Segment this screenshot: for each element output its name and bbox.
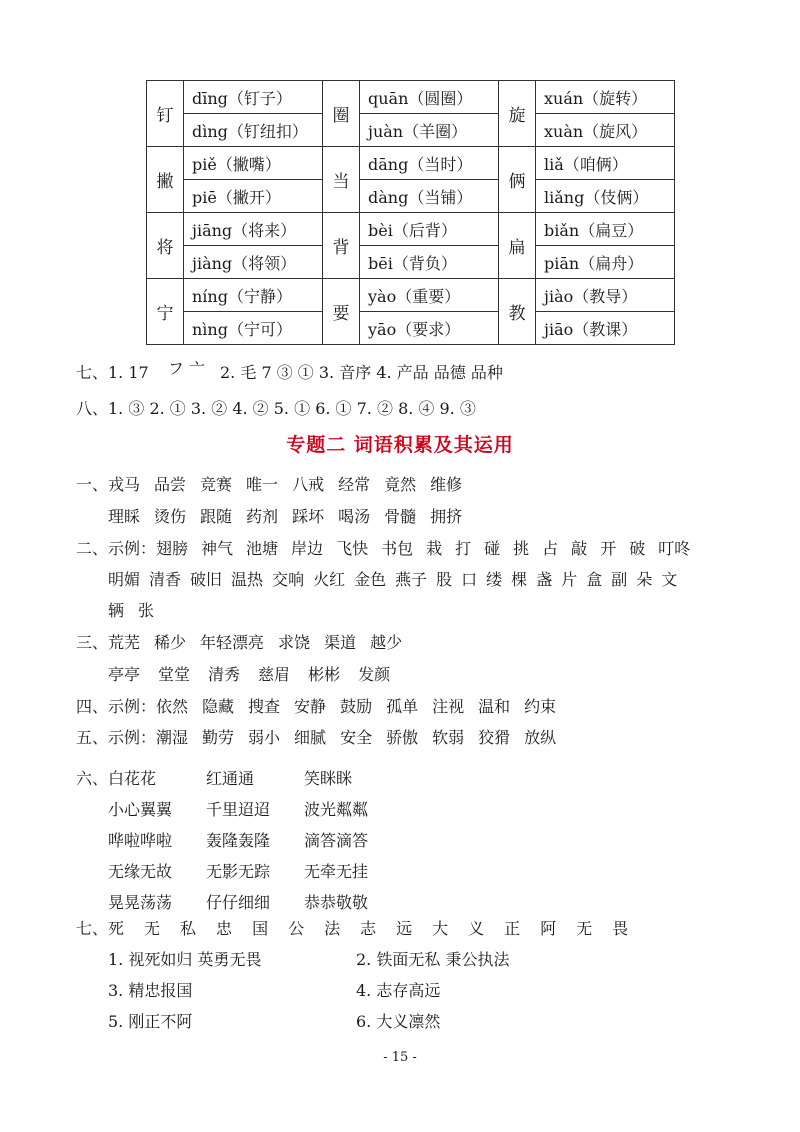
s2-line2 <box>108 567 686 590</box>
table-char: 当 <box>323 147 360 213</box>
word: 八戒 <box>292 475 325 494</box>
word: 注视 <box>432 697 465 716</box>
word: 占 <box>542 539 559 558</box>
word: 安全 <box>340 728 373 747</box>
s6-row <box>108 890 402 913</box>
s1-line2 <box>108 504 476 527</box>
word: 鼓励 <box>340 697 373 716</box>
table-reading: jiāo（教课） <box>536 312 675 345</box>
word: 千里迢迢 <box>206 800 271 819</box>
word: 清香 <box>149 570 182 589</box>
word: 跟随 <box>200 507 233 526</box>
word: 岸边 <box>291 539 324 558</box>
s7-answer-row <box>108 1009 604 1032</box>
table-reading: piān（扁舟） <box>536 246 675 279</box>
table-char: 旋 <box>499 81 536 147</box>
word: 波光粼粼 <box>304 800 369 819</box>
table-reading: dīng（钉子） <box>184 81 323 114</box>
table-char: 背 <box>323 213 360 279</box>
word: 交响 <box>272 570 305 589</box>
word: 法 <box>324 919 341 938</box>
word: 慈眉 <box>258 665 291 684</box>
word: 敲 <box>571 539 588 558</box>
word: 副 <box>611 570 628 589</box>
s7-answer-row <box>108 947 604 970</box>
word: 软弱 <box>432 728 465 747</box>
word: 小心翼翼 <box>108 800 173 819</box>
s6-row <box>108 828 402 851</box>
word: 发颜 <box>358 665 391 684</box>
word: 四、示例：依然 <box>76 697 189 716</box>
table-char: 将 <box>147 213 184 279</box>
word: 大 <box>432 919 449 938</box>
word: 骨髓 <box>384 507 417 526</box>
s2-line1 <box>76 536 703 559</box>
table-reading: níng（宁静） <box>184 279 323 312</box>
answer-line-8: 八、1. ③ 2. ① 3. ② 4. ② 5. ① 6. ① 7. ② 8. ④ 9. ③ <box>76 399 476 418</box>
answer-line-7 <box>76 360 503 383</box>
word: 片 <box>561 570 578 589</box>
word: 弱小 <box>248 728 281 747</box>
s3-line2 <box>108 662 408 685</box>
answer: 3. 精忠报国 <box>108 981 193 1000</box>
answer: 5. 刚正不阿 <box>108 1012 193 1031</box>
word: 碰 <box>484 539 501 558</box>
s2-line3 <box>108 598 168 621</box>
table-reading: bèi（后背） <box>360 213 499 246</box>
table-char: 教 <box>499 279 536 345</box>
table-reading: biǎn（扁豆） <box>536 213 675 246</box>
word: 书包 <box>381 539 414 558</box>
table-char: 宁 <box>147 279 184 345</box>
s7-chars <box>76 916 648 939</box>
table-reading: jiào（教导） <box>536 279 675 312</box>
word: 无牵无挂 <box>304 862 369 881</box>
word: 求饶 <box>278 633 311 652</box>
word: 盏 <box>536 570 553 589</box>
table-reading: xuán（旋转） <box>536 81 675 114</box>
word: 三、荒芜 <box>76 633 141 652</box>
word: 仔仔细细 <box>206 893 271 912</box>
word: 勤劳 <box>202 728 235 747</box>
word: 搜查 <box>248 697 281 716</box>
word: 放纵 <box>524 728 557 747</box>
word: 打 <box>455 539 472 558</box>
stroke-marks: フ 亠 <box>167 359 205 378</box>
table-reading: dāng（当时） <box>360 147 499 180</box>
word: 远 <box>396 919 413 938</box>
word: 忠 <box>216 919 233 938</box>
word: 股 <box>436 570 453 589</box>
answer-7-rest: 2. 毛 7 ③ ① 3. 音序 4. 产品 品德 品种 <box>220 363 503 382</box>
word: 烫伤 <box>154 507 187 526</box>
word: 清秀 <box>208 665 241 684</box>
word: 细腻 <box>294 728 327 747</box>
word: 破旧 <box>190 570 223 589</box>
polyphone-table <box>146 80 675 345</box>
s3-line1 <box>76 630 416 653</box>
word: 轰隆轰隆 <box>206 831 271 850</box>
word: 孤单 <box>386 697 419 716</box>
s4-line <box>76 694 570 717</box>
word: 骄傲 <box>386 728 419 747</box>
word: 神气 <box>201 539 234 558</box>
table-char: 钉 <box>147 81 184 147</box>
table-char: 扁 <box>499 213 536 279</box>
word: 公 <box>288 919 305 938</box>
word: 安静 <box>294 697 327 716</box>
s6-row <box>108 859 402 882</box>
word: 挑 <box>513 539 530 558</box>
word: 晃晃荡荡 <box>108 893 173 912</box>
word: 棵 <box>511 570 528 589</box>
word: 滴答滴答 <box>304 831 369 850</box>
word: 畏 <box>612 919 629 938</box>
table-char: 圈 <box>323 81 360 147</box>
page-number: - 15 - <box>383 1050 417 1065</box>
word: 无 <box>144 919 161 938</box>
table-reading: quān（圆圈） <box>360 81 499 114</box>
word: 辆 <box>108 601 125 620</box>
word: 狡猾 <box>478 728 511 747</box>
s1-line1 <box>76 472 476 495</box>
word: 志 <box>360 919 377 938</box>
table-reading: dàng（当铺） <box>360 180 499 213</box>
word: 无影无踪 <box>206 862 271 881</box>
word: 越少 <box>370 633 403 652</box>
table-reading: liǎ（咱俩） <box>536 147 675 180</box>
table-reading: yào（重要） <box>360 279 499 312</box>
s6-row <box>108 797 402 820</box>
word: 无 <box>576 919 593 938</box>
table-char: 撇 <box>147 147 184 213</box>
word: 五、示例：潮湿 <box>76 728 189 747</box>
word: 国 <box>252 919 269 938</box>
word: 彬彬 <box>308 665 341 684</box>
word: 拥挤 <box>430 507 463 526</box>
word: 踩坏 <box>292 507 325 526</box>
word: 火红 <box>313 570 346 589</box>
word: 唯一 <box>246 475 279 494</box>
table-reading: jiāng（将来） <box>184 213 323 246</box>
table-reading: juàn（羊圈） <box>360 114 499 147</box>
word: 笑眯眯 <box>304 769 353 788</box>
word: 年轻漂亮 <box>200 633 265 652</box>
word: 缕 <box>486 570 503 589</box>
answer: 1. 视死如归 英勇无畏 <box>108 950 262 969</box>
word: 张 <box>138 601 155 620</box>
word: 药剂 <box>246 507 279 526</box>
word: 六、白花花 <box>76 769 157 788</box>
word: 喝汤 <box>338 507 371 526</box>
word: 一、戎马 <box>76 475 141 494</box>
word: 渠道 <box>324 633 357 652</box>
word: 盒 <box>586 570 603 589</box>
table-reading: nìng（宁可） <box>184 312 323 345</box>
table-reading: jiàng（将领） <box>184 246 323 279</box>
word: 明媚 <box>108 570 141 589</box>
table-reading: bēi（背负） <box>360 246 499 279</box>
word: 红通通 <box>206 769 255 788</box>
word: 堂堂 <box>158 665 191 684</box>
word: 理睬 <box>108 507 141 526</box>
word: 燕子 <box>395 570 428 589</box>
s7-answer-row <box>108 978 604 1001</box>
table-reading: xuàn（旋风） <box>536 114 675 147</box>
word: 七、死 <box>76 919 125 938</box>
word: 隐藏 <box>202 697 235 716</box>
word: 叮咚 <box>658 539 691 558</box>
table-reading: dìng（钉纽扣） <box>184 114 323 147</box>
table-reading: yāo（要求） <box>360 312 499 345</box>
word: 温和 <box>478 697 511 716</box>
table-char: 要 <box>323 279 360 345</box>
word: 竟然 <box>384 475 417 494</box>
word: 开 <box>600 539 617 558</box>
word: 池塘 <box>246 539 279 558</box>
answer: 2. 铁面无私 秉公执法 <box>356 950 510 969</box>
word: 稀少 <box>154 633 187 652</box>
word: 正 <box>504 919 521 938</box>
s6-row <box>76 766 402 789</box>
table-char: 俩 <box>499 147 536 213</box>
answer-7-prefix: 七、1. 17 <box>76 363 149 382</box>
word: 文 <box>661 570 678 589</box>
word: 维修 <box>430 475 463 494</box>
answer: 6. 大义凛然 <box>356 1012 441 1031</box>
word: 阿 <box>540 919 557 938</box>
table-reading: liǎng（伎俩） <box>536 180 675 213</box>
word: 竞赛 <box>200 475 233 494</box>
word: 哗啦哗啦 <box>108 831 173 850</box>
word: 栽 <box>426 539 443 558</box>
word: 二、示例：翅膀 <box>76 539 189 558</box>
table-reading: piē（撇开） <box>184 180 323 213</box>
word: 品尝 <box>154 475 187 494</box>
table-reading: piě（撇嘴） <box>184 147 323 180</box>
word: 口 <box>461 570 478 589</box>
word: 经常 <box>338 475 371 494</box>
word: 约束 <box>524 697 557 716</box>
word: 朵 <box>636 570 653 589</box>
word: 私 <box>180 919 197 938</box>
word: 破 <box>629 539 646 558</box>
s5-line <box>76 725 570 748</box>
section-title: 专题二 词语积累及其运用 <box>286 434 514 456</box>
word: 无缘无故 <box>108 862 173 881</box>
word: 恭恭敬敬 <box>304 893 369 912</box>
answer: 4. 志存高远 <box>356 981 441 1000</box>
word: 金色 <box>354 570 387 589</box>
word: 飞快 <box>336 539 369 558</box>
word: 义 <box>468 919 485 938</box>
word: 亭亭 <box>108 665 141 684</box>
word: 温热 <box>231 570 264 589</box>
